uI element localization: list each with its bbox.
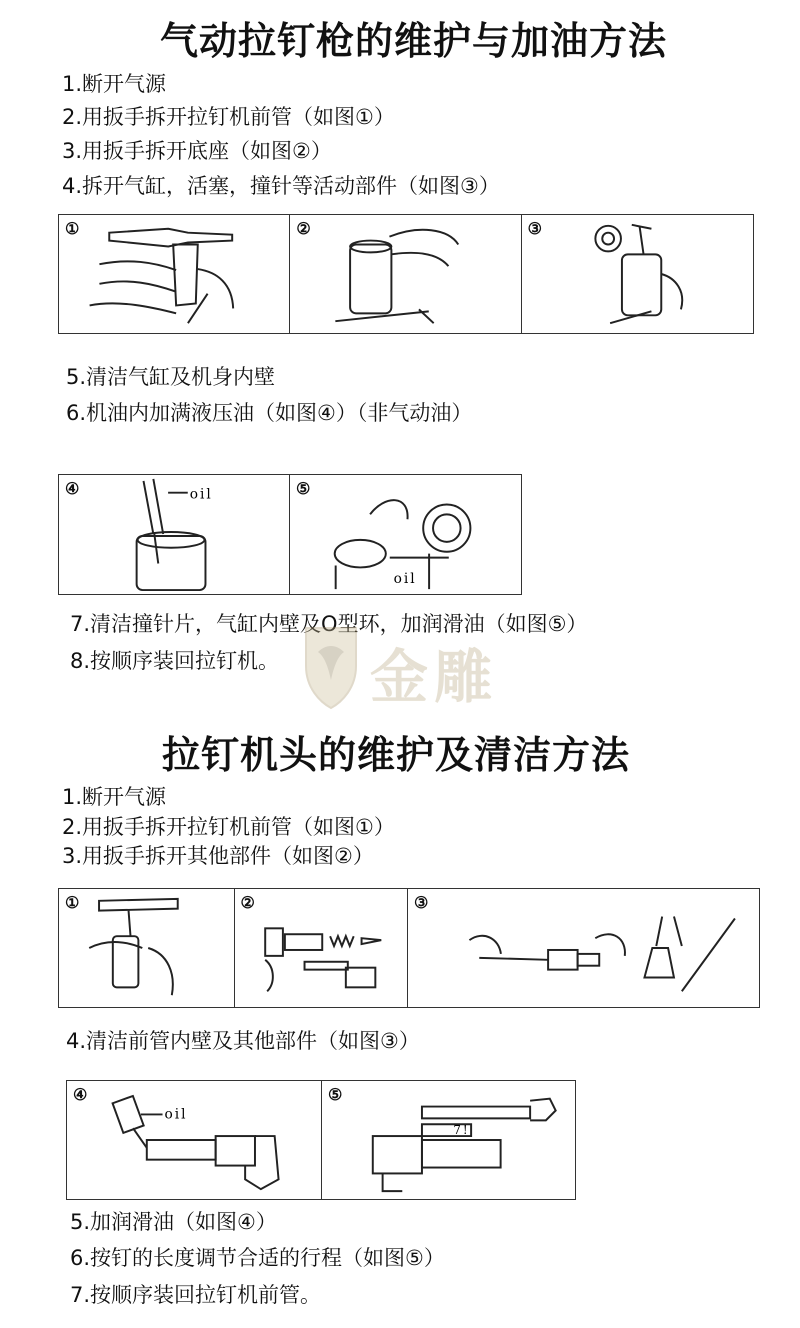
- s2-figure-3: [408, 889, 759, 1007]
- o-ring-lubrication-illustration: [290, 475, 521, 594]
- s2-step-1: 1.断开气源: [62, 785, 167, 809]
- s2-figure-2: [235, 889, 409, 1007]
- s2-step-3: 3.用扳手拆开其他部件（如图②）: [62, 844, 374, 868]
- figure-number: ③: [527, 219, 542, 238]
- figure-number: ④: [73, 1085, 88, 1104]
- front-tube-wrench-illustration: [59, 889, 234, 1007]
- figure-number: ①: [65, 893, 80, 912]
- s2-figure-1: [59, 889, 235, 1007]
- oil-label: oil: [164, 1106, 188, 1123]
- s1-figure-row-2: [58, 474, 522, 595]
- s1-step-2: 2.用扳手拆开拉钉机前管（如图①）: [62, 105, 395, 129]
- figure-number: ②: [296, 219, 311, 238]
- cylinder-piston-illustration: [522, 215, 753, 333]
- s2-step-4: 4.清洁前管内壁及其他部件（如图③）: [66, 1029, 420, 1053]
- s1-step-1: 1.断开气源: [62, 72, 167, 96]
- s1-figure-3: [522, 215, 753, 333]
- s1-step-5: 5.清洁气缸及机身内壁: [66, 365, 276, 389]
- s2-figure-4: [67, 1081, 322, 1199]
- scale-label: 7!: [453, 1123, 470, 1138]
- s1-step-8: 8.按顺序装回拉钉机。: [70, 649, 280, 673]
- figure-number: ①: [65, 219, 80, 238]
- oil-filling-illustration: [59, 475, 289, 594]
- figure-number: ⑤: [296, 479, 311, 498]
- disassembled-parts-illustration: [235, 889, 408, 1007]
- s1-step-6: 6.机油内加满液压油（如图④）（非气动油）: [66, 401, 473, 425]
- section1-title: 气动拉钉枪的维护与加油方法: [160, 19, 668, 63]
- cleaning-parts-illustration: [408, 889, 759, 1007]
- s1-figure-1: [59, 215, 290, 333]
- s1-step-4: 4.拆开气缸，活塞，撞针等活动部件（如图③）: [62, 174, 500, 198]
- rivet-gun-wrench-illustration: [59, 215, 289, 333]
- s2-figure-row-2: [66, 1080, 576, 1200]
- s2-step-5: 5.加润滑油（如图④）: [70, 1210, 277, 1234]
- stroke-adjustment-illustration: [322, 1081, 575, 1199]
- s1-figure-5: [290, 475, 521, 594]
- s1-figure-2: [290, 215, 521, 333]
- lubricating-head-illustration: [67, 1081, 321, 1199]
- figure-number: ③: [414, 893, 429, 912]
- s2-step-6: 6.按钉的长度调节合适的行程（如图⑤）: [70, 1246, 445, 1270]
- figure-number: ⑤: [328, 1085, 343, 1104]
- figure-number: ④: [65, 479, 80, 498]
- eagle-shield-icon: [300, 622, 362, 710]
- figure-number: ②: [240, 893, 255, 912]
- s2-step-7: 7.按顺序装回拉钉机前管。: [70, 1283, 322, 1307]
- watermark-text: 金雕: [370, 643, 499, 711]
- s1-step-3: 3.用扳手拆开底座（如图②）: [62, 139, 332, 163]
- s2-figure-row-1: [58, 888, 760, 1008]
- oil-label: oil: [189, 486, 213, 503]
- s1-figure-row-1: [58, 214, 754, 334]
- s2-step-2: 2.用扳手拆开拉钉机前管（如图①）: [62, 815, 395, 839]
- s1-step-7: 7.清洁撞针片，气缸内壁及O型环，加润滑油（如图⑤）: [70, 612, 588, 636]
- base-removal-illustration: [290, 215, 520, 333]
- oil-label: oil: [393, 571, 417, 588]
- section2-title: 拉钉机头的维护及清洁方法: [162, 733, 631, 777]
- s1-figure-4: [59, 475, 290, 594]
- s2-figure-5: [322, 1081, 575, 1199]
